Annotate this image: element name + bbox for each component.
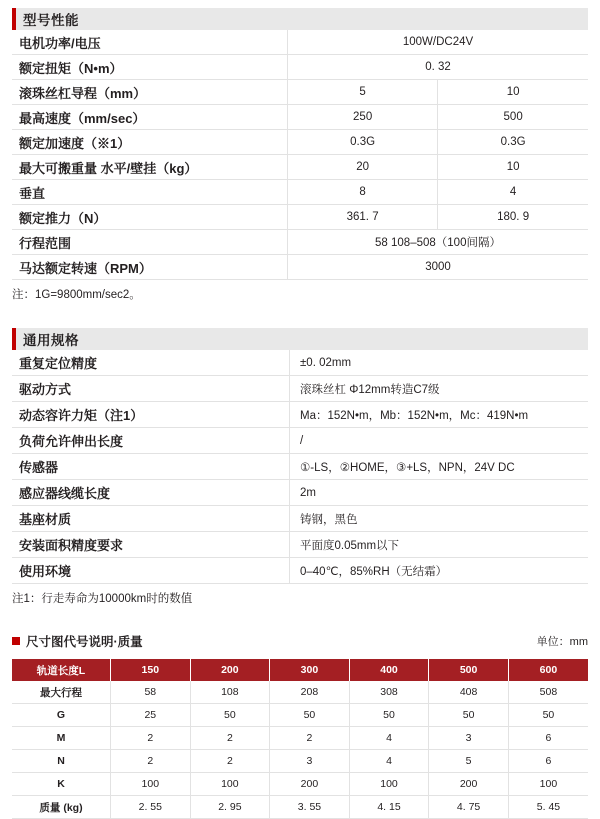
row-label: 传感器 — [12, 454, 290, 480]
row-value: 10 — [438, 80, 588, 105]
row-value: Ma：152N•m，Mb：152N•m，Mc：419N•m — [290, 402, 589, 428]
row-label: 质量 (kg) — [12, 796, 111, 819]
model-performance-table — [12, 30, 588, 280]
table-row — [12, 105, 588, 130]
column-header: 轨道长度L — [12, 659, 111, 681]
table-row — [12, 55, 588, 80]
table-row — [12, 205, 588, 230]
row-label: K — [12, 773, 111, 796]
row-label: 额定扭矩（N•m） — [12, 55, 288, 80]
row-value: ①-LS，②HOME，③+LS，NPN，24V DC — [290, 454, 589, 480]
row-label: 滚珠丝杠导程（mm） — [12, 80, 288, 105]
cell: 200 — [270, 773, 350, 796]
cell: 4. 15 — [349, 796, 429, 819]
row-value: / — [290, 428, 589, 454]
cell: 50 — [270, 704, 350, 727]
row-value: 20 — [288, 155, 438, 180]
column-header: 200 — [190, 659, 270, 681]
row-label: 额定加速度（※1） — [12, 130, 288, 155]
cell: 408 — [429, 681, 509, 704]
row-value: 滚珠丝杠 Φ12mm转造C7级 — [290, 376, 589, 402]
dimension-heading-label: 尺寸图代号说明·质量 — [26, 635, 143, 649]
row-label: 最大行程 — [12, 681, 111, 704]
square-bullet-icon — [12, 637, 20, 645]
table-row — [12, 532, 588, 558]
top-spacer — [0, 0, 600, 8]
table-row — [12, 750, 588, 773]
row-value: 361. 7 — [288, 205, 438, 230]
row-value: 0. 32 — [288, 55, 589, 80]
table-row — [12, 155, 588, 180]
dimension-heading-row — [12, 632, 588, 650]
column-header: 150 — [111, 659, 191, 681]
cell: 4 — [349, 727, 429, 750]
model-performance-note: 注：1G=9800mm/sec2。 — [12, 289, 141, 301]
row-label: 最高速度（mm/sec） — [12, 105, 288, 130]
cell: 50 — [508, 704, 588, 727]
table-row — [12, 80, 588, 105]
row-value: 0.3G — [288, 130, 438, 155]
row-label: 使用环境 — [12, 558, 290, 584]
spacer-2 — [0, 606, 600, 632]
column-header: 400 — [349, 659, 429, 681]
row-label: 电机功率/电压 — [12, 30, 288, 55]
dimension-table — [12, 659, 588, 819]
table-row — [12, 255, 588, 280]
row-value: ±0. 02mm — [290, 350, 589, 376]
row-label: 安装面积精度要求 — [12, 532, 290, 558]
row-value: 100W/DC24V — [288, 30, 589, 55]
row-value: 500 — [438, 105, 588, 130]
row-label: 驱动方式 — [12, 376, 290, 402]
row-label: 最大可搬重量 水平/壁挂（kg） — [12, 155, 288, 180]
section-title: 通用规格 — [23, 333, 79, 348]
table-row — [12, 428, 588, 454]
cell: 100 — [349, 773, 429, 796]
row-label: G — [12, 704, 111, 727]
cell: 2 — [190, 750, 270, 773]
row-value: 平面度0.05mm以下 — [290, 532, 589, 558]
row-label: 行程范围 — [12, 230, 288, 255]
cell: 3. 55 — [270, 796, 350, 819]
cell: 108 — [190, 681, 270, 704]
table-row — [12, 454, 588, 480]
row-value: 5 — [288, 80, 438, 105]
cell: 6 — [508, 727, 588, 750]
cell: 100 — [111, 773, 191, 796]
row-value: 8 — [288, 180, 438, 205]
table-row — [12, 30, 588, 55]
cell: 208 — [270, 681, 350, 704]
table-header-row — [12, 659, 588, 681]
dimension-heading — [12, 632, 143, 650]
cell: 5 — [429, 750, 509, 773]
column-header: 600 — [508, 659, 588, 681]
section-header-general-spec — [12, 328, 588, 350]
table-row — [12, 727, 588, 750]
general-spec-table — [12, 350, 588, 584]
table-row — [12, 558, 588, 584]
cell: 100 — [190, 773, 270, 796]
row-value: 250 — [288, 105, 438, 130]
cell: 2. 55 — [111, 796, 191, 819]
row-value: 0–40℃，85%RH（无结霜） — [290, 558, 589, 584]
section-title: 型号性能 — [23, 13, 79, 28]
table-row — [12, 230, 588, 255]
row-value: 3000 — [288, 255, 589, 280]
cell: 58 — [111, 681, 191, 704]
cell: 2 — [111, 727, 191, 750]
table-row — [12, 180, 588, 205]
table-row — [12, 402, 588, 428]
row-value: 58 108–508（100间隔） — [288, 230, 589, 255]
row-label: 负荷允许伸出长度 — [12, 428, 290, 454]
table-row — [12, 350, 588, 376]
table-row — [12, 681, 588, 704]
table-row — [12, 376, 588, 402]
table-row — [12, 704, 588, 727]
cell: 3 — [429, 727, 509, 750]
row-value: 10 — [438, 155, 588, 180]
table-row — [12, 480, 588, 506]
general-spec-note: 注1：行走寿命为10000km时的数值 — [12, 593, 193, 605]
table-row — [12, 506, 588, 532]
dimension-unit-label: 单位：mm — [536, 636, 588, 648]
row-value: 180. 9 — [438, 205, 588, 230]
table-row — [12, 773, 588, 796]
row-value: 4 — [438, 180, 588, 205]
row-label: 感应器线缆长度 — [12, 480, 290, 506]
table-row — [12, 796, 588, 819]
row-value: 铸钢，黑色 — [290, 506, 589, 532]
column-header: 500 — [429, 659, 509, 681]
cell: 3 — [270, 750, 350, 773]
row-value: 2m — [290, 480, 589, 506]
row-label: 垂直 — [12, 180, 288, 205]
row-label: 额定推力（N） — [12, 205, 288, 230]
cell: 200 — [429, 773, 509, 796]
cell: 2 — [190, 727, 270, 750]
spacer-1 — [0, 302, 600, 328]
cell: 2 — [270, 727, 350, 750]
cell: 50 — [349, 704, 429, 727]
cell: 100 — [508, 773, 588, 796]
row-label: 基座材质 — [12, 506, 290, 532]
cell: 5. 45 — [508, 796, 588, 819]
row-value: 0.3G — [438, 130, 588, 155]
row-label: 动态容许力矩（注1） — [12, 402, 290, 428]
row-label: 重复定位精度 — [12, 350, 290, 376]
cell: 50 — [429, 704, 509, 727]
cell: 6 — [508, 750, 588, 773]
row-label: 马达额定转速（RPM） — [12, 255, 288, 280]
cell: 508 — [508, 681, 588, 704]
cell: 50 — [190, 704, 270, 727]
cell: 2 — [111, 750, 191, 773]
cell: 25 — [111, 704, 191, 727]
cell: 4 — [349, 750, 429, 773]
row-label: N — [12, 750, 111, 773]
table-row — [12, 130, 588, 155]
column-header: 300 — [270, 659, 350, 681]
cell: 4. 75 — [429, 796, 509, 819]
cell: 2. 95 — [190, 796, 270, 819]
cell: 308 — [349, 681, 429, 704]
section-header-model-performance — [12, 8, 588, 30]
row-label: M — [12, 727, 111, 750]
